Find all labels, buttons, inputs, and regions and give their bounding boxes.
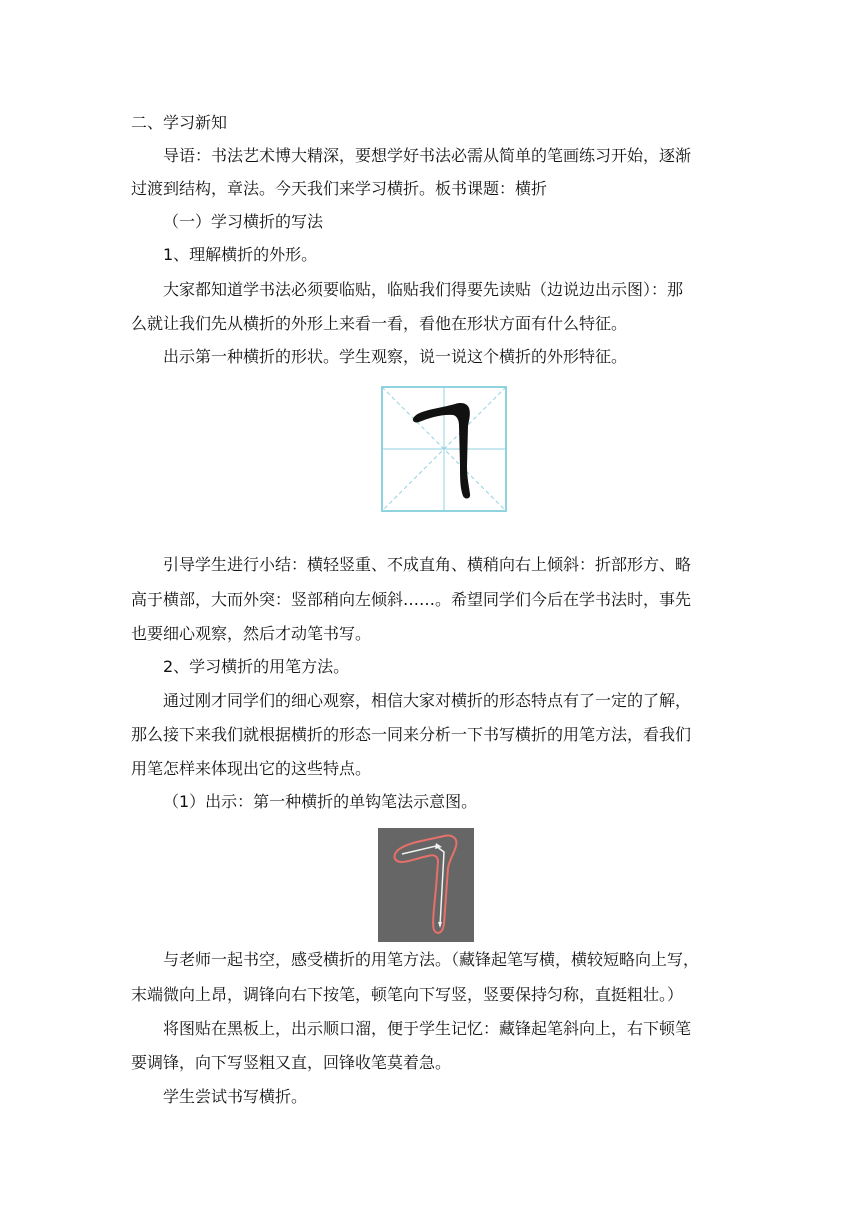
paragraph-3-line-2: 那么接下来我们就根据横折的形态一同来分析一下书写横折的用笔方法，看我们 — [131, 725, 692, 744]
summary-line-2: 高于横部，大而外突：竖部稍向左倾斜……。希望同学们今后在学书法时，事先 — [131, 590, 692, 609]
intro-paragraph-line-2: 过渡到结构，章法。今天我们来学习横折。板书课题：横折 — [131, 179, 548, 198]
stroke-grid-svg — [381, 386, 507, 512]
paragraph-1-line-1: 大家都知道学书法必须要临贴，临贴我们得要先读贴（边说边出示图）：那 — [163, 280, 684, 299]
paragraph-5-line-2: 要调锋，向下写竖粗又直，回锋收笔莫着急。 — [131, 1053, 452, 1072]
paragraph-3-line-3: 用笔怎样来体现出它的这些特点。 — [131, 759, 372, 778]
item-2-1: （1）出示：第一种横折的单钩笔法示意图。 — [163, 792, 478, 811]
blackboard-shade — [378, 828, 474, 942]
paragraph-6: 学生尝试书写横折。 — [163, 1087, 308, 1106]
single-hook-method-figure — [378, 828, 474, 942]
item-1: 1、理解横折的外形。 — [163, 245, 318, 264]
paragraph-3-line-1: 通过刚才同学们的细心观察，相信大家对横折的形态特点有了一定的了解， — [163, 691, 692, 710]
item-2: 2、学习横折的用笔方法。 — [163, 657, 350, 676]
paragraph-1-line-2: 么就让我们先从横折的外形上来看一看，看他在形状方面有什么特征。 — [131, 314, 628, 333]
paragraph-2: 出示第一种横折的形状。学生观察，说一说这个横折的外形特征。 — [163, 347, 628, 366]
summary-line-1: 引导学生进行小结：横轻竖重、不成直角、横稍向右上倾斜：折部形方、略 — [163, 555, 692, 574]
intro-paragraph-line-1: 导语：书法艺术博大精深，要想学好书法必需从简单的笔画练习开始，逐渐 — [163, 146, 692, 165]
section-heading: 二、学习新知 — [131, 113, 228, 132]
henzhe-stroke-grid-figure — [381, 386, 507, 512]
summary-line-3: 也要细心观察，然后才动笔书写。 — [131, 624, 372, 643]
paragraph-4-line-2: 末端微向上昂，调锋向右下按笔，顿笔向下写竖，竖要保持匀称，直挺粗壮。） — [131, 985, 684, 1004]
paragraph-5-line-1: 将图贴在黑板上，出示顺口溜，便于学生记忆：藏锋起笔斜向上，右下顿笔 — [163, 1019, 692, 1038]
paragraph-4-line-1: 与老师一起书空，感受横折的用笔方法。（藏锋起笔写横，横较短略向上写， — [163, 950, 700, 969]
sub-heading-1: （一）学习横折的写法 — [163, 212, 324, 231]
method-diagram-svg — [378, 828, 474, 942]
